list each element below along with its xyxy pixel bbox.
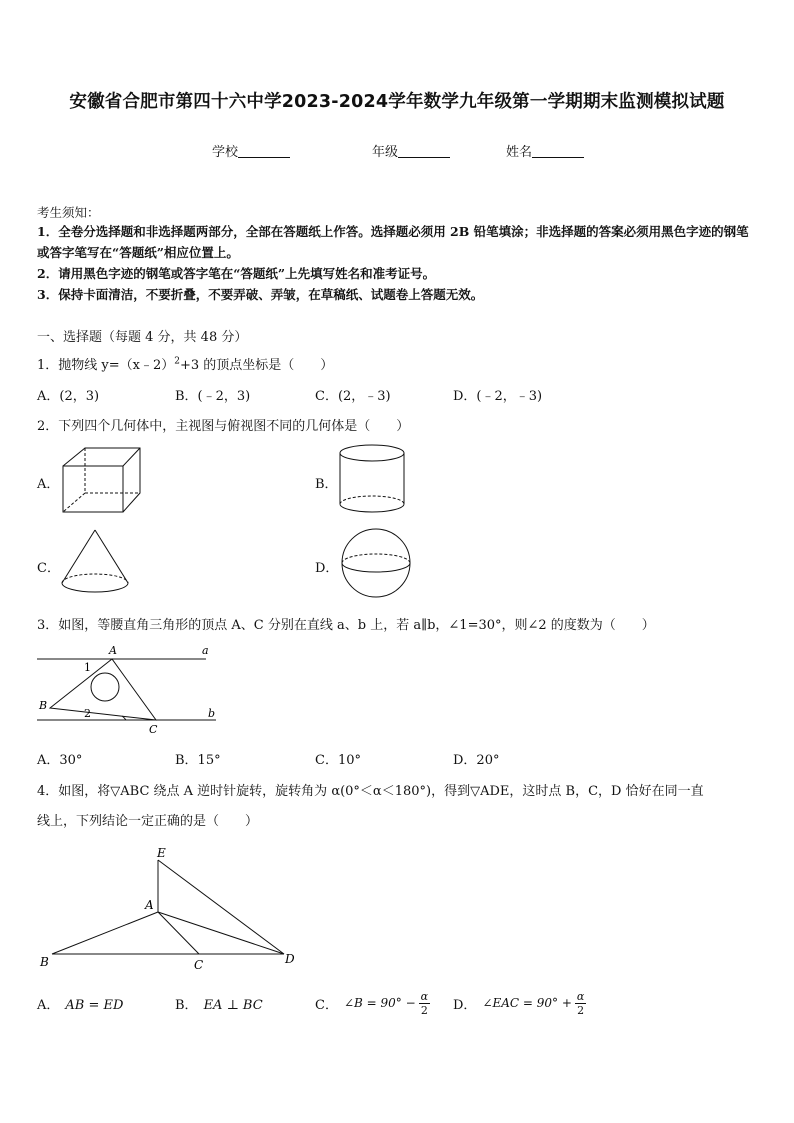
q3-stem: 3．如图，等腰直角三角形的顶点 A、C 分别在直线 a、b 上，若 a∥b，∠1=30°，则∠2 的度数为（ ） — [37, 618, 655, 633]
q4-stem-line-2: 线上，下列结论一定正确的是（ ） — [37, 814, 259, 829]
q4-option-c-fraction — [419, 990, 430, 1017]
q3-option-b[interactable]: B．15° — [175, 753, 221, 768]
grade-label: 年级 — [372, 145, 399, 160]
cylinder-icon — [335, 442, 411, 516]
name-label: 姓名 — [506, 145, 533, 160]
q4-label-D: D — [285, 952, 295, 966]
q4-option-d-numerator: α — [576, 989, 585, 1003]
q3-label-A: A — [109, 644, 117, 657]
notice-rule-1: 1．全卷分选择题和非选择题两部分，全部在答题纸上作答。选择题必须用 2B 铅笔填涂；非选择题的答案必须用黑色字迹的钢笔或答字笔写在“答题纸”相应位置上。 — [37, 224, 749, 260]
q4-option-a-prefix: A． — [37, 998, 60, 1013]
q2-option-d[interactable]: D． — [315, 561, 339, 576]
q4-label-E: E — [157, 846, 166, 860]
q4-option-c-numerator: α — [420, 989, 429, 1003]
q3-option-c[interactable]: C．10° — [315, 753, 361, 768]
sphere-icon — [338, 526, 416, 600]
q4-option-a[interactable] — [37, 994, 123, 1013]
q3-figure — [34, 640, 224, 740]
q1-stem-a: 1．抛物线 y=（x﹣2） — [37, 358, 175, 373]
q1-option-a[interactable]: A．(2，3) — [37, 389, 100, 404]
notice-rule-2: 2．请用黑色字迹的钢笔或答字笔在“答题纸”上先填写姓名和准考证号。 — [37, 266, 436, 281]
q4-option-b-prefix: B． — [175, 998, 198, 1013]
q4-option-b-text: EA ⊥ BC — [203, 998, 263, 1013]
page-title: 安徽省合肥市第四十六中学2023-2024学年数学九年级第一学期期末监测模拟试题 — [69, 92, 725, 112]
q3-label-B: B — [39, 699, 48, 712]
q1-option-d[interactable]: D．(﹣2，﹣3) — [453, 389, 543, 404]
q3-label-b: b — [208, 707, 216, 720]
q1-option-c[interactable]: C．(2，﹣3) — [315, 389, 391, 404]
q1-exponent: 2 — [174, 356, 180, 367]
cube-icon — [58, 443, 148, 515]
q3-option-a[interactable]: A．30° — [37, 753, 83, 768]
q4-option-c-denominator: 2 — [420, 1003, 428, 1017]
q4-option-d-text: ∠EAC = 90° + — [482, 996, 572, 1010]
notice-rule-3: 3．保持卡面清洁，不要折叠，不要弄破、弄皱，在草稿纸、试题卷上答题无效。 — [37, 287, 484, 302]
q4-figure — [34, 842, 304, 972]
q4-option-d[interactable] — [453, 986, 586, 1020]
q4-option-c[interactable] — [315, 986, 430, 1020]
q3-label-C: C — [149, 723, 158, 736]
school-field[interactable] — [212, 141, 290, 160]
q1-stem — [37, 354, 333, 373]
q4-option-d-fraction — [575, 990, 586, 1017]
q4-label-C: C — [194, 958, 204, 972]
q4-option-c-prefix: C． — [315, 997, 338, 1013]
q3-label-a: a — [202, 644, 209, 657]
q3-angle-1: 1 — [84, 661, 91, 674]
q4-option-a-text: AB = ED — [65, 998, 124, 1013]
school-label: 学校 — [212, 145, 239, 160]
q2-option-a[interactable]: A． — [37, 477, 60, 492]
q4-option-d-denominator: 2 — [577, 1003, 585, 1017]
section-title: 一、选择题（每题 4 分，共 48 分） — [37, 330, 248, 345]
cone-icon — [58, 527, 132, 597]
q1-stem-b: +3 的顶点坐标是（ ） — [179, 358, 334, 373]
grade-field[interactable] — [372, 141, 450, 160]
q2-option-b[interactable]: B． — [315, 477, 338, 492]
q3-option-d[interactable]: D．20° — [453, 753, 500, 768]
school-blank[interactable] — [238, 145, 290, 158]
q4-stem-line-1: 4．如图，将▽ABC 绕点 A 逆时针旋转，旋转角为 α(0°＜α＜180°)，得到▽ADE，这时点 B，C，D 恰好在同一直 — [37, 784, 704, 799]
notice-heading: 考生须知： — [37, 205, 100, 220]
q4-option-c-text: ∠B = 90° − — [343, 996, 416, 1010]
q4-label-A: A — [145, 898, 154, 912]
q4-label-B: B — [40, 955, 49, 969]
name-field[interactable] — [506, 141, 584, 160]
name-blank[interactable] — [532, 145, 584, 158]
q2-stem: 2．下列四个几何体中，主视图与俯视图不同的几何体是（ ） — [37, 419, 410, 434]
q4-option-d-prefix: D． — [453, 997, 477, 1013]
grade-blank[interactable] — [398, 145, 450, 158]
q3-angle-2: 2 — [84, 707, 91, 720]
q4-option-b[interactable] — [175, 994, 263, 1013]
q2-option-c[interactable]: C． — [37, 561, 60, 576]
q1-option-b[interactable]: B．(﹣2，3) — [175, 389, 251, 404]
